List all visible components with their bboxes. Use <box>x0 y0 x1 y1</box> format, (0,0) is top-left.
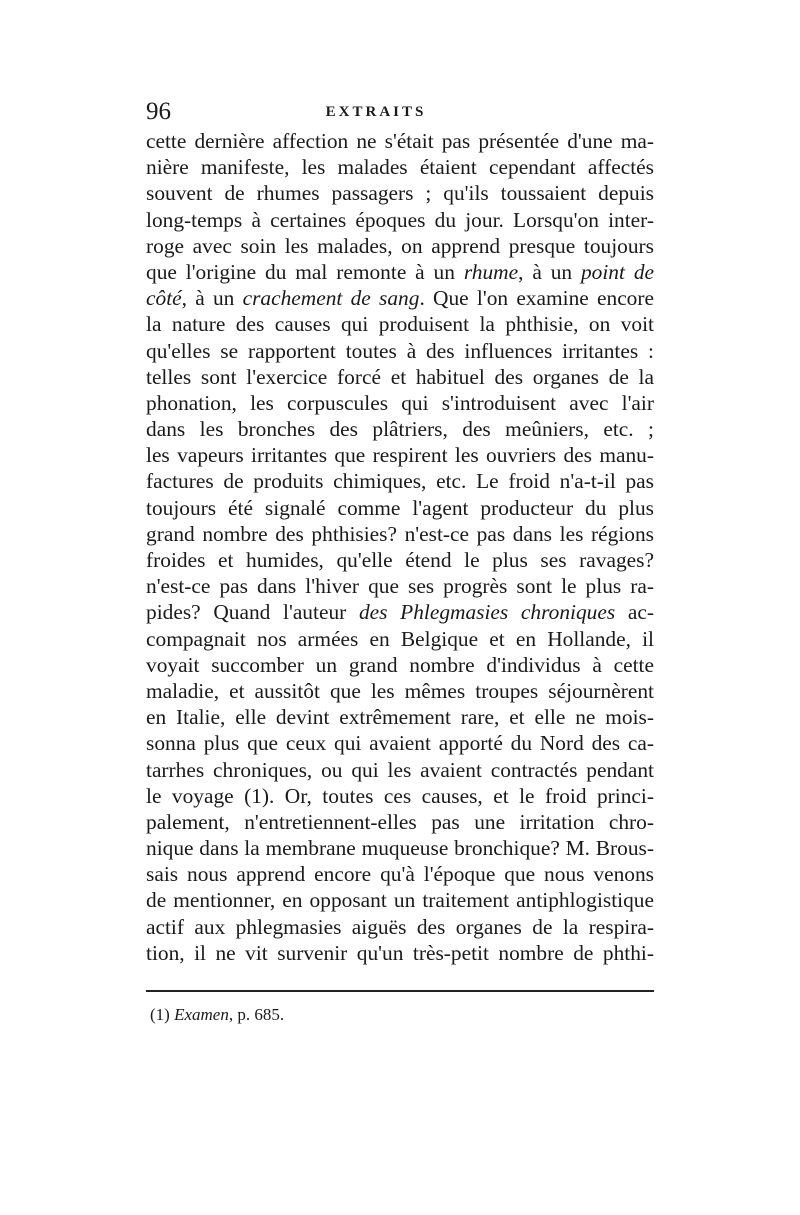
text-line: de mentionner, en opposant un traitement antiphlogistique <box>146 888 654 913</box>
text-line: que l'origine du mal remonte à un rhume, à un point de <box>146 259 654 284</box>
text-line: actif aux phlegmasies aiguës des organes de la respira- <box>146 914 654 939</box>
text-line: roge avec soin les malades, on apprend presque toujours <box>146 233 654 258</box>
footnote-page-ref: , p. 685. <box>228 1005 285 1024</box>
text-line: la nature des causes qui produisent la phthisie, on voit <box>146 312 654 337</box>
text-line: cette dernière affection ne s'était pas présentée d'une ma- <box>146 129 654 153</box>
page-header <box>146 98 654 130</box>
text-line: factures de produits chimiques, etc. Le froid n'a-t-il pas <box>146 469 654 494</box>
text-line: maladie, et aussitôt que les mêmes troupes séjournèrent <box>146 678 654 703</box>
text-line: le voyage (1). Or, toutes ces causes, et le froid princi- <box>146 783 654 808</box>
running-head: EXTRAITS <box>325 104 427 120</box>
text-line: n'est-ce pas dans l'hiver que ses progrès sont le plus ra- <box>146 574 654 599</box>
footnote <box>150 1004 550 1026</box>
text-line: sonna plus que ceux qui avaient apporté du Nord des ca- <box>146 731 654 756</box>
text-line: palement, n'entretiennent-elles pas une irritation chro- <box>146 809 654 834</box>
text-line: tion, il ne vit survenir qu'un très-petit nombre de phthi- <box>146 940 654 965</box>
text-line: nique dans la membrane muqueuse bronchique? M. Brous- <box>146 836 654 861</box>
text-line: pides? Quand l'auteur des Phlegmasies chroniques ac- <box>146 600 654 625</box>
body-text <box>146 128 654 966</box>
footnote-work: Examen <box>174 1005 229 1024</box>
text-line: les vapeurs irritantes que respirent les ouvriers des manu- <box>146 443 654 468</box>
text-line: long-temps à certaines époques du jour. Lorsqu'on inter- <box>146 207 654 232</box>
text-line: grand nombre des phthisies? n'est-ce pas dans les régions <box>146 521 654 546</box>
page-number: 96 <box>146 98 171 125</box>
text-line: qu'elles se rapportent toutes à des influences irritantes : <box>146 338 654 363</box>
text-line: nière manifeste, les malades étaient cependant affectés <box>146 155 654 180</box>
text-line: tarrhes chroniques, ou qui les avaient contractés pendant <box>146 757 654 782</box>
text-line: dans les bronches des plâtriers, des meûniers, etc. ; <box>146 417 654 442</box>
text-line: côté, à un crachement de sang. Que l'on examine encore <box>146 286 654 311</box>
text-line: compagnait nos armées en Belgique et en Hollande, il <box>146 626 654 651</box>
text-line: voyait succomber un grand nombre d'individus à cette <box>146 652 654 677</box>
footnote-rule <box>146 990 654 992</box>
text-line: froides et humides, qu'elle étend le plus ses ravages? <box>146 548 654 572</box>
text-line: en Italie, elle devint extrêmement rare, et elle ne mois- <box>146 705 654 730</box>
text-line: phonation, les corpuscules qui s'introduisent avec l'air <box>146 390 654 415</box>
footnote-marker: (1) <box>150 1005 170 1024</box>
text-line: sais nous apprend encore qu'à l'époque que nous venons <box>146 862 654 887</box>
text-line: souvent de rhumes passagers ; qu'ils toussaient depuis <box>146 181 654 206</box>
text-line: toujours été signalé comme l'agent producteur du plus <box>146 495 654 520</box>
text-line: telles sont l'exercice forcé et habituel des organes de la <box>146 364 654 389</box>
